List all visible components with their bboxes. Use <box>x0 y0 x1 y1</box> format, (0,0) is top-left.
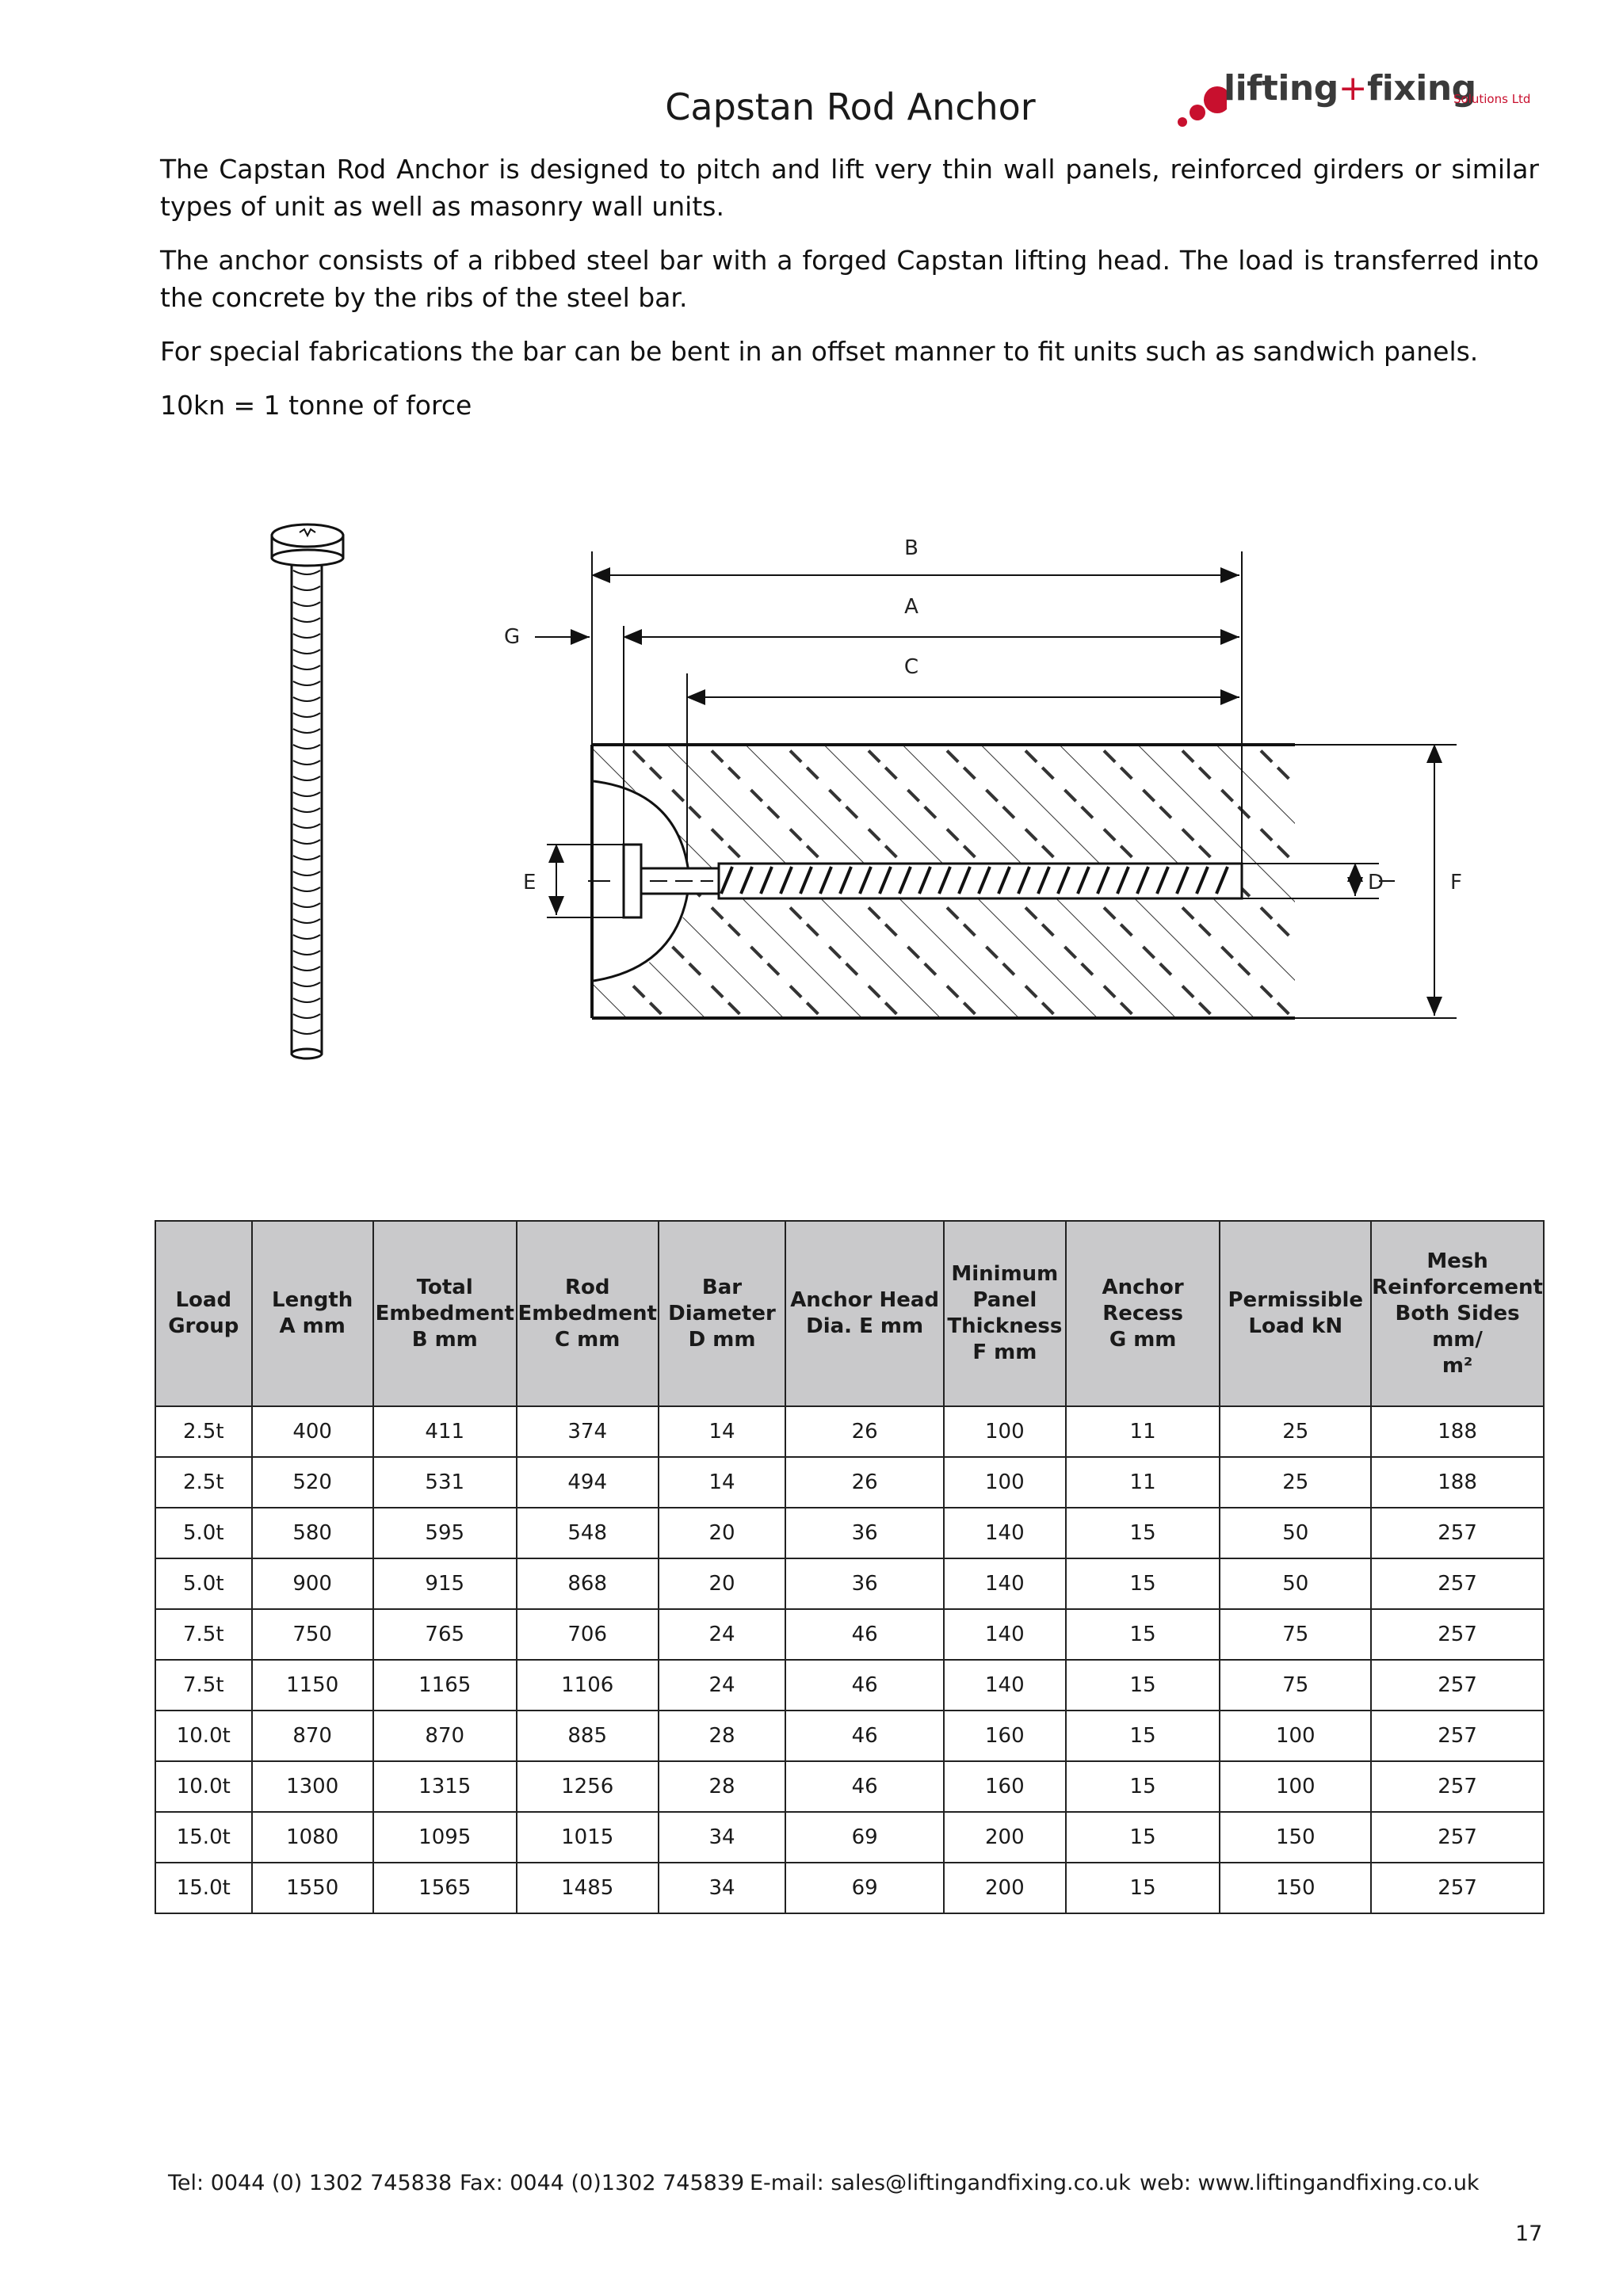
table-cell: 25 <box>1220 1457 1371 1508</box>
dimension-label-a: A <box>904 595 918 619</box>
table-cell: 1315 <box>373 1761 517 1812</box>
table-cell: 7.5t <box>155 1660 252 1711</box>
table-cell: 15.0t <box>155 1812 252 1863</box>
table-row <box>155 1508 1544 1558</box>
table-cell: 1150 <box>252 1660 373 1711</box>
footer-email[interactable]: E-mail: sales@liftingandfixing.co.uk <box>750 2171 1131 2195</box>
table-cell: 1106 <box>517 1660 659 1711</box>
table-cell: 595 <box>373 1508 517 1558</box>
table-cell: 160 <box>944 1711 1066 1761</box>
table-cell: 140 <box>944 1660 1066 1711</box>
table-cell: 200 <box>944 1812 1066 1863</box>
table-cell: 548 <box>517 1508 659 1558</box>
table-cell: 1095 <box>373 1812 517 1863</box>
table-cell: 915 <box>373 1558 517 1609</box>
table-cell: 870 <box>252 1711 373 1761</box>
table-cell: 20 <box>659 1508 786 1558</box>
table-cell: 26 <box>785 1457 944 1508</box>
table-cell: 46 <box>785 1660 944 1711</box>
column-header-min-panel-thickness: Minimum Panel Thickness F mm <box>944 1221 1066 1406</box>
table-cell: 28 <box>659 1711 786 1761</box>
table-cell: 75 <box>1220 1660 1371 1711</box>
table-cell: 257 <box>1371 1812 1544 1863</box>
table-cell: 1550 <box>252 1863 373 1913</box>
table-cell: 188 <box>1371 1406 1544 1457</box>
table-cell: 26 <box>785 1406 944 1457</box>
table-cell: 14 <box>659 1457 786 1508</box>
table-cell: 140 <box>944 1609 1066 1660</box>
intro-paragraph-3: For special fabrications the bar can be bent in an offset manner to fit units such as sandwich panels. <box>160 336 1479 367</box>
table-cell: 10.0t <box>155 1761 252 1812</box>
table-cell: 870 <box>373 1711 517 1761</box>
table-row <box>155 1711 1544 1761</box>
column-header-bar-diameter: Bar Diameter D mm <box>659 1221 786 1406</box>
concrete-section <box>592 745 1295 1018</box>
table-cell: 1300 <box>252 1761 373 1812</box>
table-cell: 257 <box>1371 1761 1544 1812</box>
table-cell: 1015 <box>517 1812 659 1863</box>
table-cell: 100 <box>1220 1711 1371 1761</box>
anchor-rod-illustration <box>272 524 343 1058</box>
table-cell: 7.5t <box>155 1609 252 1660</box>
table-cell: 188 <box>1371 1457 1544 1508</box>
table-cell: 2.5t <box>155 1457 252 1508</box>
table-cell: 1256 <box>517 1761 659 1812</box>
footer-web[interactable]: web: www.liftingandfixing.co.uk <box>1140 2171 1480 2195</box>
table-cell: 140 <box>944 1558 1066 1609</box>
table-cell: 36 <box>785 1558 944 1609</box>
dimension-label-f: F <box>1450 871 1462 894</box>
table-cell: 50 <box>1220 1508 1371 1558</box>
table-cell: 150 <box>1220 1863 1371 1913</box>
table-cell: 25 <box>1220 1406 1371 1457</box>
table-row <box>155 1558 1544 1609</box>
table-cell: 75 <box>1220 1609 1371 1660</box>
intro-paragraph-4: 10kn = 1 tonne of force <box>160 390 472 421</box>
table-cell: 46 <box>785 1609 944 1660</box>
table-cell: 34 <box>659 1812 786 1863</box>
table-cell: 28 <box>659 1761 786 1812</box>
table-cell: 46 <box>785 1711 944 1761</box>
table-cell: 100 <box>1220 1761 1371 1812</box>
table-cell: 15 <box>1066 1711 1220 1761</box>
table-cell: 15 <box>1066 1558 1220 1609</box>
table-row <box>155 1660 1544 1711</box>
table-row <box>155 1609 1544 1660</box>
table-cell: 374 <box>517 1406 659 1457</box>
intro-paragraph-1: The Capstan Rod Anchor is designed to pitch and lift very thin wall panels, reinforced girders or similar types of unit as well as masonry wall units. <box>160 154 1539 222</box>
table-cell: 885 <box>517 1711 659 1761</box>
table-cell: 257 <box>1371 1558 1544 1609</box>
column-header-anchor-recess: Anchor Recess G mm <box>1066 1221 1220 1406</box>
table-row <box>155 1761 1544 1812</box>
table-cell: 15 <box>1066 1863 1220 1913</box>
table-cell: 257 <box>1371 1711 1544 1761</box>
table-cell: 868 <box>517 1558 659 1609</box>
table-cell: 160 <box>944 1761 1066 1812</box>
table-cell: 765 <box>373 1609 517 1660</box>
dimension-label-c: C <box>903 655 919 679</box>
column-header-total-embedment: Total Embedment B mm <box>373 1221 517 1406</box>
column-header-load-group: Load Group <box>155 1221 252 1406</box>
logo-subtext: Solutions Ltd <box>1453 92 1531 106</box>
table-cell: 5.0t <box>155 1508 252 1558</box>
dimension-label-e: E <box>523 871 537 894</box>
table-cell: 50 <box>1220 1558 1371 1609</box>
column-header-permissible-load: Permissible Load kN <box>1220 1221 1371 1406</box>
table-cell: 15.0t <box>155 1863 252 1913</box>
table-cell: 15 <box>1066 1508 1220 1558</box>
table-cell: 257 <box>1371 1609 1544 1660</box>
table-cell: 494 <box>517 1457 659 1508</box>
table-cell: 11 <box>1066 1457 1220 1508</box>
column-header-rod-embedment: Rod Embedment C mm <box>517 1221 659 1406</box>
table-cell: 24 <box>659 1609 786 1660</box>
table-cell: 140 <box>944 1508 1066 1558</box>
table-cell: 15 <box>1066 1761 1220 1812</box>
table-cell: 257 <box>1371 1863 1544 1913</box>
table-row <box>155 1812 1544 1863</box>
column-header-mesh-reinforcement: Mesh Reinforcement Both Sides mm/ m² <box>1371 1221 1544 1406</box>
table-cell: 257 <box>1371 1508 1544 1558</box>
table-cell: 1565 <box>373 1863 517 1913</box>
footer-tel: Tel: 0044 (0) 1302 745838 <box>168 2171 453 2195</box>
table-row <box>155 1457 1544 1508</box>
table-cell: 2.5t <box>155 1406 252 1457</box>
table-cell: 100 <box>944 1457 1066 1508</box>
column-header-anchor-head-dia: Anchor Head Dia. E mm <box>785 1221 944 1406</box>
table-cell: 34 <box>659 1863 786 1913</box>
table-cell: 5.0t <box>155 1558 252 1609</box>
table-cell: 15 <box>1066 1812 1220 1863</box>
table-cell: 1165 <box>373 1660 517 1711</box>
table-cell: 400 <box>252 1406 373 1457</box>
table-cell: 24 <box>659 1660 786 1711</box>
table-cell: 150 <box>1220 1812 1371 1863</box>
table-row <box>155 1863 1544 1913</box>
table-cell: 14 <box>659 1406 786 1457</box>
table-row <box>155 1406 1544 1457</box>
table-cell: 200 <box>944 1863 1066 1913</box>
table-cell: 411 <box>373 1406 517 1457</box>
table-cell: 580 <box>252 1508 373 1558</box>
table-cell: 1485 <box>517 1863 659 1913</box>
specification-table <box>155 1220 1545 1914</box>
table-cell: 46 <box>785 1761 944 1812</box>
dimension-label-d: D <box>1368 871 1384 894</box>
table-cell: 10.0t <box>155 1711 252 1761</box>
table-cell: 36 <box>785 1508 944 1558</box>
table-cell: 11 <box>1066 1406 1220 1457</box>
table-cell: 531 <box>373 1457 517 1508</box>
logo-wordmark: lifting+fixing <box>1224 68 1476 109</box>
page-title: Capstan Rod Anchor <box>665 86 1036 128</box>
table-cell: 69 <box>785 1812 944 1863</box>
table-cell: 900 <box>252 1558 373 1609</box>
table-cell: 706 <box>517 1609 659 1660</box>
dimension-label-g: G <box>504 625 521 649</box>
table-cell: 15 <box>1066 1660 1220 1711</box>
table-cell: 257 <box>1371 1660 1544 1711</box>
page-number: 17 <box>1515 2222 1543 2246</box>
footer-fax: Fax: 0044 (0)1302 745839 <box>460 2171 745 2195</box>
table-cell: 100 <box>944 1406 1066 1457</box>
anchor-diagram <box>0 0 1623 1125</box>
table-header-row <box>155 1221 1544 1406</box>
intro-paragraph-2: The anchor consists of a ribbed steel bar with a forged Capstan lifting head. The load is transferred into the concrete by the ribs of the steel bar. <box>160 245 1539 313</box>
table-cell: 1080 <box>252 1812 373 1863</box>
table-cell: 750 <box>252 1609 373 1660</box>
table-cell: 520 <box>252 1457 373 1508</box>
column-header-length: Length A mm <box>252 1221 373 1406</box>
dimension-label-b: B <box>904 536 918 560</box>
table-cell: 15 <box>1066 1609 1220 1660</box>
table-cell: 20 <box>659 1558 786 1609</box>
table-cell: 69 <box>785 1863 944 1913</box>
